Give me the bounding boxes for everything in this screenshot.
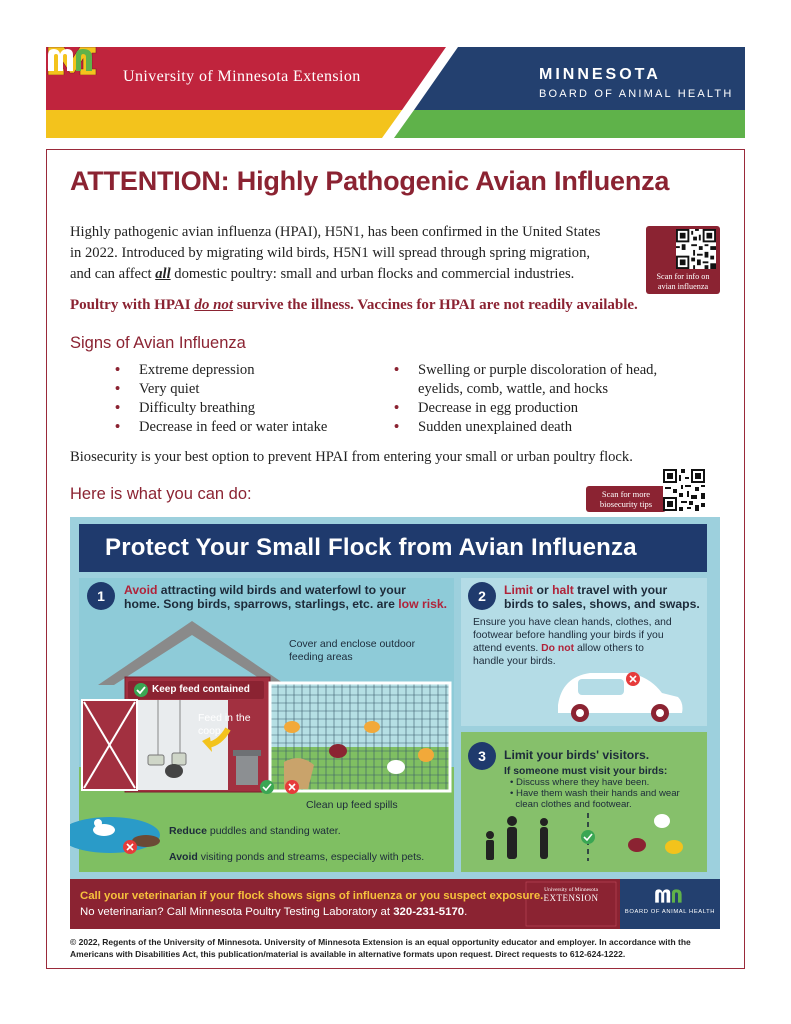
step-3-bullets: • Discuss where they have been. • Have them wash their hands and wear clean clothes and footwear.: [510, 777, 680, 810]
copyright-notice: © 2022, Regents of the University of Minnesota. University of Minnesota Extension is an equal opportunity educator and employer. In accordance with the Americans with Disabilities Act, this publication/material is available in alternative formats upon request. Direct requests to 612-624-1222.: [70, 937, 691, 959]
step-number: 1: [87, 582, 115, 610]
list-item: • Sudden unexplained death: [394, 418, 657, 437]
keep-feed-label: Keep feed contained: [152, 684, 250, 695]
reduce-puddles-label: Reduce puddles and standing water.: [169, 825, 341, 837]
intro-line: and can affect all domestic poultry: small and urban flocks and commercial industries.: [70, 266, 575, 282]
warning-text: Poultry with HPAI do not survive the illness. Vaccines for HPAI are not readily available.: [70, 297, 638, 313]
qr-code-icon: [676, 229, 716, 269]
step-2-text: Limit or halt travel with your birds to sales, shows, and swaps.: [504, 583, 700, 611]
step-number: 2: [468, 582, 496, 610]
avoid-ponds-label: Avoid visiting ponds and streams, especially with pets.: [169, 851, 425, 863]
step-3-subheading: If someone must visit your birds:: [504, 766, 668, 777]
umn-small-logo: University of Minnesota EXTENSION: [543, 887, 599, 903]
infographic-title: Protect Your Small Flock from Avian Influenza: [105, 534, 637, 561]
signs-heading: Signs of Avian Influenza: [70, 334, 246, 352]
signs-list-left: [115, 361, 327, 437]
phone-number: 320-231-5170: [393, 906, 465, 918]
intro-line: in 2022. Introduced by migrating wild birds, H5N1 will spread through spring migration,: [70, 245, 591, 261]
infographic: [70, 517, 720, 929]
page-title: ATTENTION: Highly Pathogenic Avian Influenza: [70, 166, 670, 196]
list-item: • Extreme depression: [115, 361, 327, 380]
clean-up-label: Clean up feed spills: [306, 799, 398, 811]
infographic-scene: [70, 517, 720, 929]
intro-paragraph: [70, 222, 670, 285]
cover-feeding-label: Cover and enclose outdoor feeding areas: [289, 638, 416, 663]
emphasis-all: all: [155, 266, 171, 282]
biosecurity-statement: Biosecurity is your best option to prevent HPAI from entering your small or urban poultry flock.: [70, 449, 633, 465]
step-3-heading: Limit your birds' visitors.: [504, 748, 650, 762]
step-1-text: Avoid attracting wild birds and waterfowl to your home. Song birds, sparrows, starlings, etc. are low risk.: [124, 583, 448, 611]
qr-caption: Scan for more: [601, 489, 651, 499]
qr-caption: biosecurity tips: [599, 499, 653, 509]
mn-small-logo: BOARD OF ANIMAL HEALTH: [624, 909, 716, 915]
qr-caption: avian influenza: [657, 282, 709, 291]
mn-board-name: MINNESOTA: [539, 66, 661, 83]
header-banner: [46, 47, 745, 138]
feed-in-coop-label: Feed in the coop: [198, 712, 251, 737]
what-you-can-do-heading: Here is what you can do:: [70, 485, 252, 503]
qr-caption: Scan for info on: [656, 272, 710, 281]
umn-extension-name: University of Minnesota Extension: [123, 68, 361, 85]
mn-small-icon: [654, 887, 684, 905]
call-vet-text: Call your veterinarian if your flock shows signs of influenza or you suspect exposure.: [80, 890, 544, 902]
list-item: • Difficulty breathing: [115, 399, 327, 418]
testing-lab-text: No veterinarian? Call Minnesota Poultry Testing Laboratory at 320-231-5170.: [80, 906, 468, 918]
list-item: • Swelling or purple discoloration of head, eyelids, comb, wattle, and hocks: [394, 361, 657, 399]
step-2-detail: Ensure you have clean hands, clothes, and footwear before handling your birds if you attend events. Do not allow others to handle your birds.: [473, 617, 672, 667]
list-item: • Decrease in feed or water intake: [115, 418, 327, 437]
emphasis-do-not: do not: [194, 297, 234, 313]
intro-line: Highly pathogenic avian influenza (HPAI), H5N1, has been confirmed in the United States: [70, 224, 601, 240]
list-item: • Very quiet: [115, 380, 327, 399]
mn-logo: [46, 47, 96, 73]
list-item: • Decrease in egg production: [394, 399, 657, 418]
qr-code-icon: [663, 469, 705, 511]
mn-board-subtitle: BOARD OF ANIMAL HEALTH: [539, 88, 734, 100]
signs-list-right: [394, 361, 657, 437]
step-number: 3: [468, 742, 496, 770]
